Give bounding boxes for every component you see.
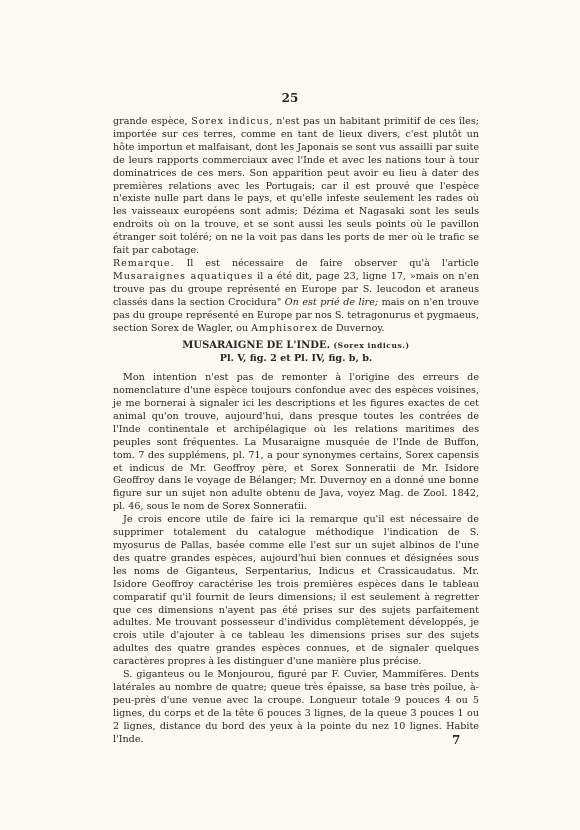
text-run: il a été dit, page 23, ligne 17, »mais on n'en trouve pas du groupe représenté en Europe par S. leucodon et araneus classés dans la section Crocidura" <box>113 270 479 308</box>
page-body <box>113 116 479 747</box>
paragraph-3: Mon intention n'est pas de remonter à l'origine des erreurs de nomenclature d'une espèce toujours confondue avec des espèces voisines, je me bornerai à signaler ici les descriptions et les figures exactes de cet animal qu'on trouve, aujourd'hui, dans presque toutes les contrées de l'Inde continentale et archipélagique où les relations maritimes des peuples sont fréquentes. La Musaraigne musquée de l'Inde de Buffon, tom. 7 des supplémens, pl. 71, a pour synonymes certains, Sorex capensis et indicus de Mr. Geoffroy père, et Sorex Sonneratii de Mr. Isidore Geoffroy dans le voyage de Bélanger; Mr. Duvernoy en a donné une bonne figure sur un sujet non adulte obtenu de Java, voyez Mag. de Zool. 1842, pl. 46, sous le nom de Sorex Sonneratii. <box>113 372 479 513</box>
paragraph-remark <box>113 258 479 335</box>
text-run: de Duvernoy. <box>317 322 385 334</box>
genus-name: Amphisorex <box>251 322 318 334</box>
page-number: 25 <box>281 91 299 105</box>
paragraph-4: Je crois encore utile de faire ici la remarque qu'il est nécessaire de supprimer totalement du catalogue méthodique l'indication de S. myosurus de Pallas, basée comme elle l'est sur un sujet albinos de l'une des quatre grandes espèces, aujourd'hui bien connues et désignées sous les noms de Giganteus, Serpentarius, Indicus et Crassicaudatus. Mr. Isidore Geoffroy caractérise les trois premières espèces dans le tableau comparatif qu'il fournit de leurs dimensions; il est seulement à regretter que ces dimensions n'ayent pas été prises sur des sujets parfaitement adultes. Me trouvant possesseur d'individus complètement développés, je crois utile d'ajouter à ce tableau les dimensions prises sur des sujets adultes des quatre grandes espèces connues, et de signaler quelques caractères propres à les distinguer d'une manière plus précise. <box>113 514 479 668</box>
paragraph-1 <box>113 116 479 258</box>
text-run: , n'est pas un habitant primitif de ces îles; importée sur ces terres, comme en tant de lieux divers, c'est plutôt un hôte importun et malfaisant, dont les Japonais se sont vus assailli par suite de leurs rapports commerciaux avec l'Inde et avec les nations tour à tour dominatrices de ces mers. Son apparition peut avoir eu lieu à dater des premières relations avec les Portugais; car il est prouvé que l'espèce n'existe nulle part dans le pays, et qu'elle infeste seulement les rades où les vaisseaux européens sont admis; Dézima et Nagasaki sont les seuls endroits où on la trouve, et se sont aussi les seuls points où le pavillon étranger soit toléré; on ne la voit pas dans les ports de mer où le trafic se fait par cabotage. <box>113 116 479 257</box>
section-latin-name: (Sorex indicus.) <box>333 341 410 351</box>
plate-reference: Pl. V, fig. 2 et Pl. IV, fig. b, b. <box>219 353 373 365</box>
paragraph-5: S. giganteus ou le Monjourou, figuré par F. Cuvier, Mammifères. Dents latérales au nombre de quatre; queue très épaisse, sa base très poilue, à-peu-près d'une venue avec la croupe. Longueur totale 9 pouces 4 ou 5 lignes, du corps et de la tête 6 pouces 3 lignes, de la queue 3 pouces 1 ou 2 lignes, distance du bord des yeux à la pointe du nez 10 lignes. Habite l'Inde. <box>113 669 479 745</box>
species-group-name: Musaraignes aquatiques <box>113 270 254 282</box>
text-run: Il est nécessaire de faire observer qu'à l'article <box>174 257 479 269</box>
text-run: grande espèce, <box>113 116 192 127</box>
signature-mark: 7 <box>452 733 461 747</box>
text-run: mais on n'en trouve pas du groupe représenté en Europe par nos S. tetragonurus et pygmaeus, section Sorex de Wagler, ou <box>113 296 479 334</box>
correction-phrase: On est prié de lire; <box>284 296 379 308</box>
remark-label: Remarque. <box>113 257 175 269</box>
section-title: MUSARAIGNE DE L'INDE. <box>182 340 331 352</box>
section-heading <box>113 340 479 353</box>
species-name: Sorex indicus <box>191 116 270 127</box>
